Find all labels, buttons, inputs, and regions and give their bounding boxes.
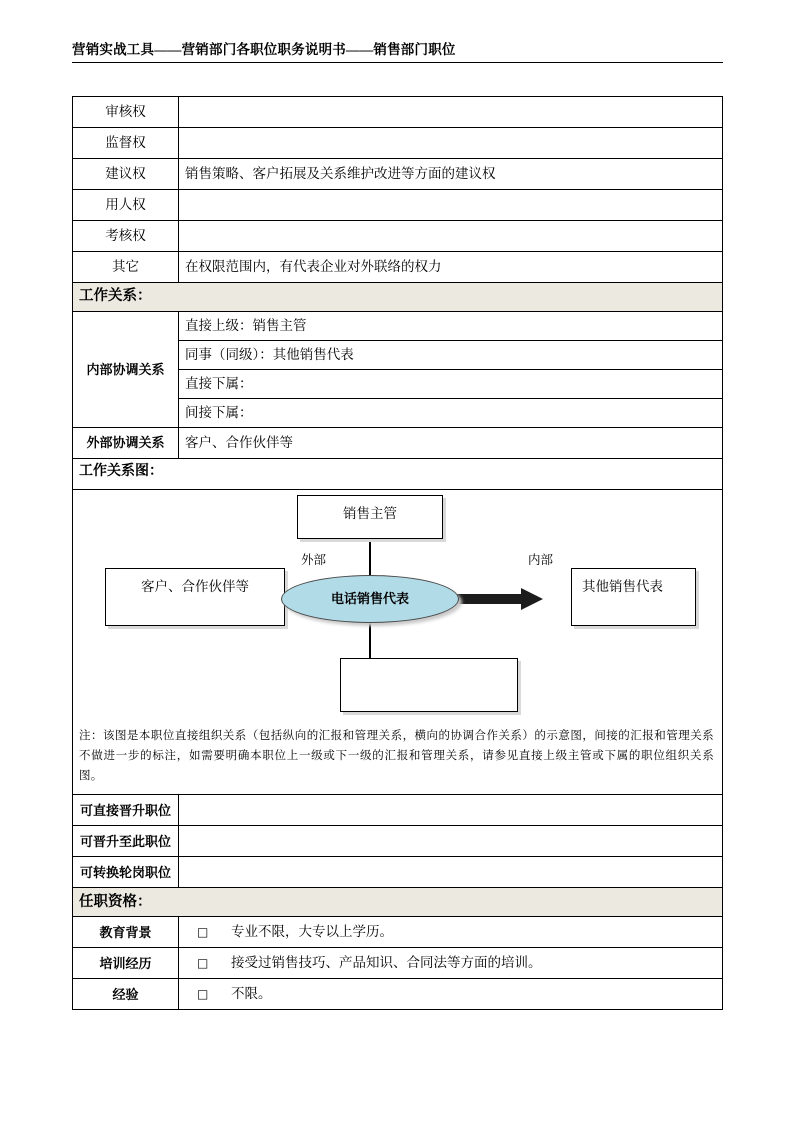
qualification-value [179,917,723,948]
diagram-box-empty [340,658,518,712]
diagram-note-text: 注：该图是本职位直接组织关系（包括纵向的汇报和管理关系，横向的协调合作关系）的示意图，间接的汇报和管理关系不做进一步的标注，如需要明确本职位上一级或下一级的汇报和管理关系，请参见直接上级主管或下属的职位组织关系图。 [73,722,723,795]
qualification-label: 教育背景 [73,917,179,948]
table-row [73,221,723,252]
list-item [179,399,722,428]
table-row [73,459,723,490]
diagram-box-label: 客户、合作伙伴等 [141,579,249,594]
checkbox-icon: □ [197,987,209,1002]
section-header-relation-diagram: 工作关系图： [73,459,723,490]
table-row [73,490,723,723]
qualification-value [179,979,723,1010]
external-relations-label: 外部协调关系 [73,428,179,459]
checkbox-icon: □ [197,925,209,940]
authority-value [179,97,723,128]
qualification-label: 培训经历 [73,948,179,979]
qualification-value [179,948,723,979]
career-value [179,826,723,857]
table-row [73,857,723,888]
internal-relations-list [179,312,723,428]
table-row [73,97,723,128]
job-description-table [72,96,723,1010]
qualification-label: 经验 [73,979,179,1010]
diagram-box-other-reps [571,568,696,626]
table-row [73,948,723,979]
authority-label: 建议权 [73,159,179,190]
authority-label: 用人权 [73,190,179,221]
external-relations-value: 客户、合作伙伴等 [179,428,723,459]
authority-value: 在权限范围内，有代表企业对外联络的权力 [179,252,723,283]
header-divider-rule [72,62,723,63]
right-arrow-icon [455,586,543,612]
table-row [73,795,723,826]
diagram-node-label: 电话销售代表 [330,591,409,607]
authority-label: 其它 [73,252,179,283]
qualification-value-text: 不限。 [231,986,272,1002]
table-row [73,190,723,221]
diagram-box-customers [105,568,285,626]
left-arrow-label: 外部 [301,553,327,567]
connector-line-bottom [369,618,371,660]
relation-diagram-cell [73,490,723,723]
career-label: 可晋升至此职位 [73,826,179,857]
table-row [73,283,723,312]
section-header-qualification: 任职资格： [73,888,723,917]
table-row [73,888,723,917]
authority-label: 监督权 [73,128,179,159]
diagram-box-label: 其他销售代表 [582,579,663,594]
table-row [73,979,723,1010]
career-label: 可直接晋升职位 [73,795,179,826]
authority-value [179,190,723,221]
table-row [73,252,723,283]
table-row [73,917,723,948]
table-row [73,826,723,857]
diagram-node-center [281,575,459,623]
internal-relation-item: 同事（同级）：其他销售代表 [179,341,722,370]
table-row [73,312,723,428]
authority-label: 考核权 [73,221,179,252]
diagram-box-label: 销售主管 [343,506,397,521]
internal-relation-item: 直接下属： [179,370,722,399]
career-label: 可转换轮岗职位 [73,857,179,888]
right-arrow-label: 内部 [528,553,554,567]
authority-value [179,128,723,159]
relation-diagram [73,490,722,722]
career-value [179,795,723,826]
table-row [73,128,723,159]
qualification-value-text: 专业不限，大专以上学历。 [231,924,393,940]
career-value [179,857,723,888]
table-row [73,159,723,190]
authority-label: 审核权 [73,97,179,128]
internal-relation-item: 间接下属： [185,404,253,420]
internal-relations-inner-table [179,312,722,427]
authority-value [179,221,723,252]
section-header-work-relations: 工作关系： [73,283,723,312]
document-header-title: 营销实战工具——营销部门各职位职务说明书——销售部门职位 [72,42,456,57]
internal-relations-label: 内部协调关系 [73,312,179,428]
table-row [73,428,723,459]
authority-value: 销售策略、客户拓展及关系维护改进等方面的建议权 [179,159,723,190]
list-item [179,341,722,370]
checkbox-icon: □ [197,956,209,971]
internal-relation-item: 直接上级：销售主管 [179,312,722,341]
diagram-box-supervisor [297,495,443,539]
list-item [179,312,722,341]
table-row [73,722,723,795]
qualification-value-text: 接受过销售技巧、产品知识、合同法等方面的培训。 [231,955,542,971]
list-item [179,370,722,399]
